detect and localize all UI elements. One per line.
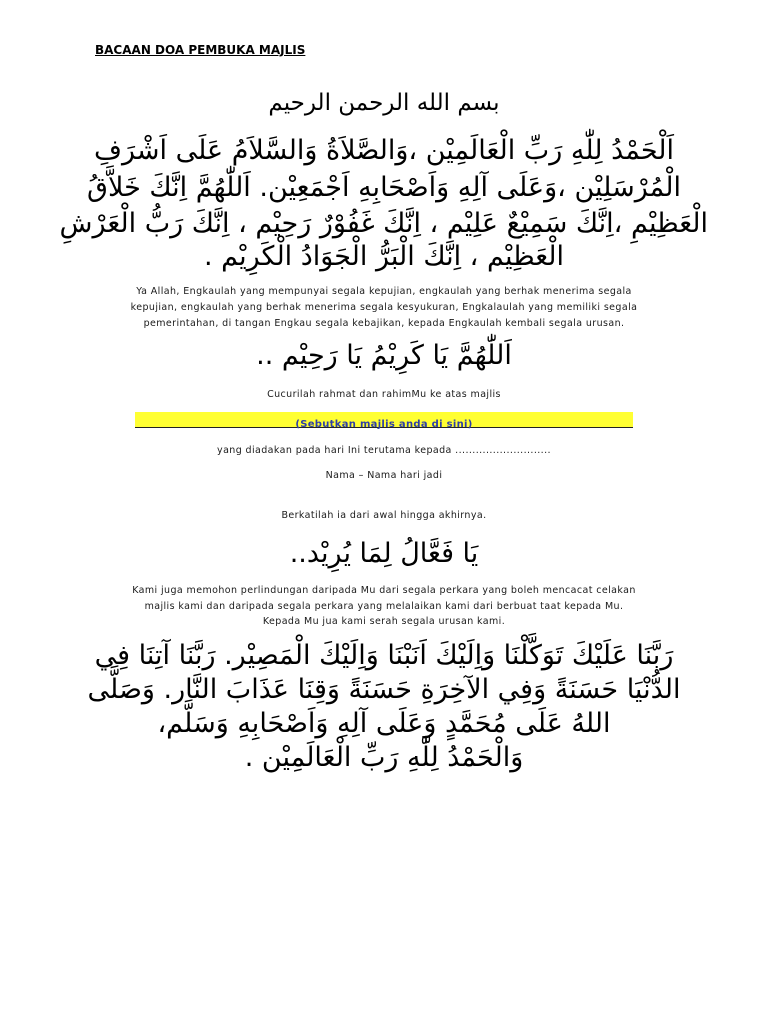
closing-arabic-line: رَبَّنَا عَلَيْكَ تَوَكَّلْنَا وَاِلَيْكَ اَنَبْنَا وَاِلَيْكَ الْمَصِيْر. رَبَّنَا آتِنَا فِي xyxy=(94,640,674,671)
kami-juga-line: majlis kami dan daripada segala perkara yang melalaikan kami dari berbuat taat kepada Mu. xyxy=(144,601,624,612)
opening-arabic-line: الْمُرْسَلِيْن ،وَعَلَى آلِهِ وَاَصْحَابِهِ اَجْمَعِيْن. اَللّٰهُمَّ اِنَّكَ خَلاَّقُ xyxy=(87,172,681,203)
translation-line: Ya Allah, Engkaulah yang mempunyai segala kepujian, engkaulah yang berhak menerima segala xyxy=(136,286,632,297)
basmalah: بسم الله الرحمن الرحيم xyxy=(268,90,500,116)
diadakan-text: yang diadakan pada hari Ini terutama kepada ............................ xyxy=(217,445,551,456)
opening-arabic-line: اَلْحَمْدُ لِلّٰهِ رَبِّ الْعَالَمِيْن ،وَالصَّلاَةُ وَالسَّلاَمُ عَلَى اَشْرَفِ xyxy=(93,135,675,166)
opening-arabic-line: الْعَظِيْم ، اِنَّكَ الْبَرُّ الْجَوَادُ الْكَرِيْم . xyxy=(203,241,564,272)
kami-juga-line: Kepada Mu jua kami serah segala urusan kami. xyxy=(262,616,506,627)
majlis-placeholder-box xyxy=(135,412,633,428)
nama-text: Nama – Nama hari jadi xyxy=(325,470,443,481)
opening-arabic-line: الْعَظِيْمِ ،اِنَّكَ سَمِيْعٌ عَلِيْم ، اِنَّكَ غَفُوْرٌ رَحِيْم ، اِنَّكَ رَبُّ الْعَرْشِ xyxy=(59,208,708,239)
document-title: BACAAN DOA PEMBUKA MAJLIS xyxy=(95,43,306,57)
translation-line: kepujian, engkaulah yang berhak menerima segala kesyukuran, Engkalaulah yang memiliki segala xyxy=(130,302,638,313)
closing-arabic-line: اللهُ عَلَى مُحَمَّدٍ وَعَلَى آلِهِ وَاَصْحَابِهِ وَسَلَّم، xyxy=(157,708,611,739)
ya-karim-arabic: اَللّٰهُمَّ يَا كَرِيْمُ يَا رَحِيْم .. xyxy=(256,340,512,371)
closing-arabic-line: الدُّنْيَا حَسَنَةً وَفِي الآخِرَةِ حَسَنَةً وَقِنَا عَذَابَ النَّار. وَصَلَّى xyxy=(87,674,681,705)
berkatilah-text: Berkatilah ia dari awal hingga akhirnya. xyxy=(281,510,487,521)
closing-arabic-line: وَالْحَمْدُ لِلّٰهِ رَبِّ الْعَالَمِيْن . xyxy=(244,742,524,773)
ya-faal-arabic: يَا فَعَّالُ لِمَا يُرِيْد.. xyxy=(289,538,479,569)
majlis-placeholder-text: (Sebutkan majlis anda di sini) xyxy=(295,419,473,430)
kami-juga-line: Kami juga memohon perlindungan daripada Mu dari segala perkara yang boleh mencacat celakan xyxy=(132,585,636,596)
translation-line: pemerintahan, di tangan Engkau segala kebajikan, kepada Engkaulah kembali segala urusan. xyxy=(143,318,625,329)
cucurilah-text: Cucurilah rahmat dan rahimMu ke atas majlis xyxy=(267,389,501,400)
